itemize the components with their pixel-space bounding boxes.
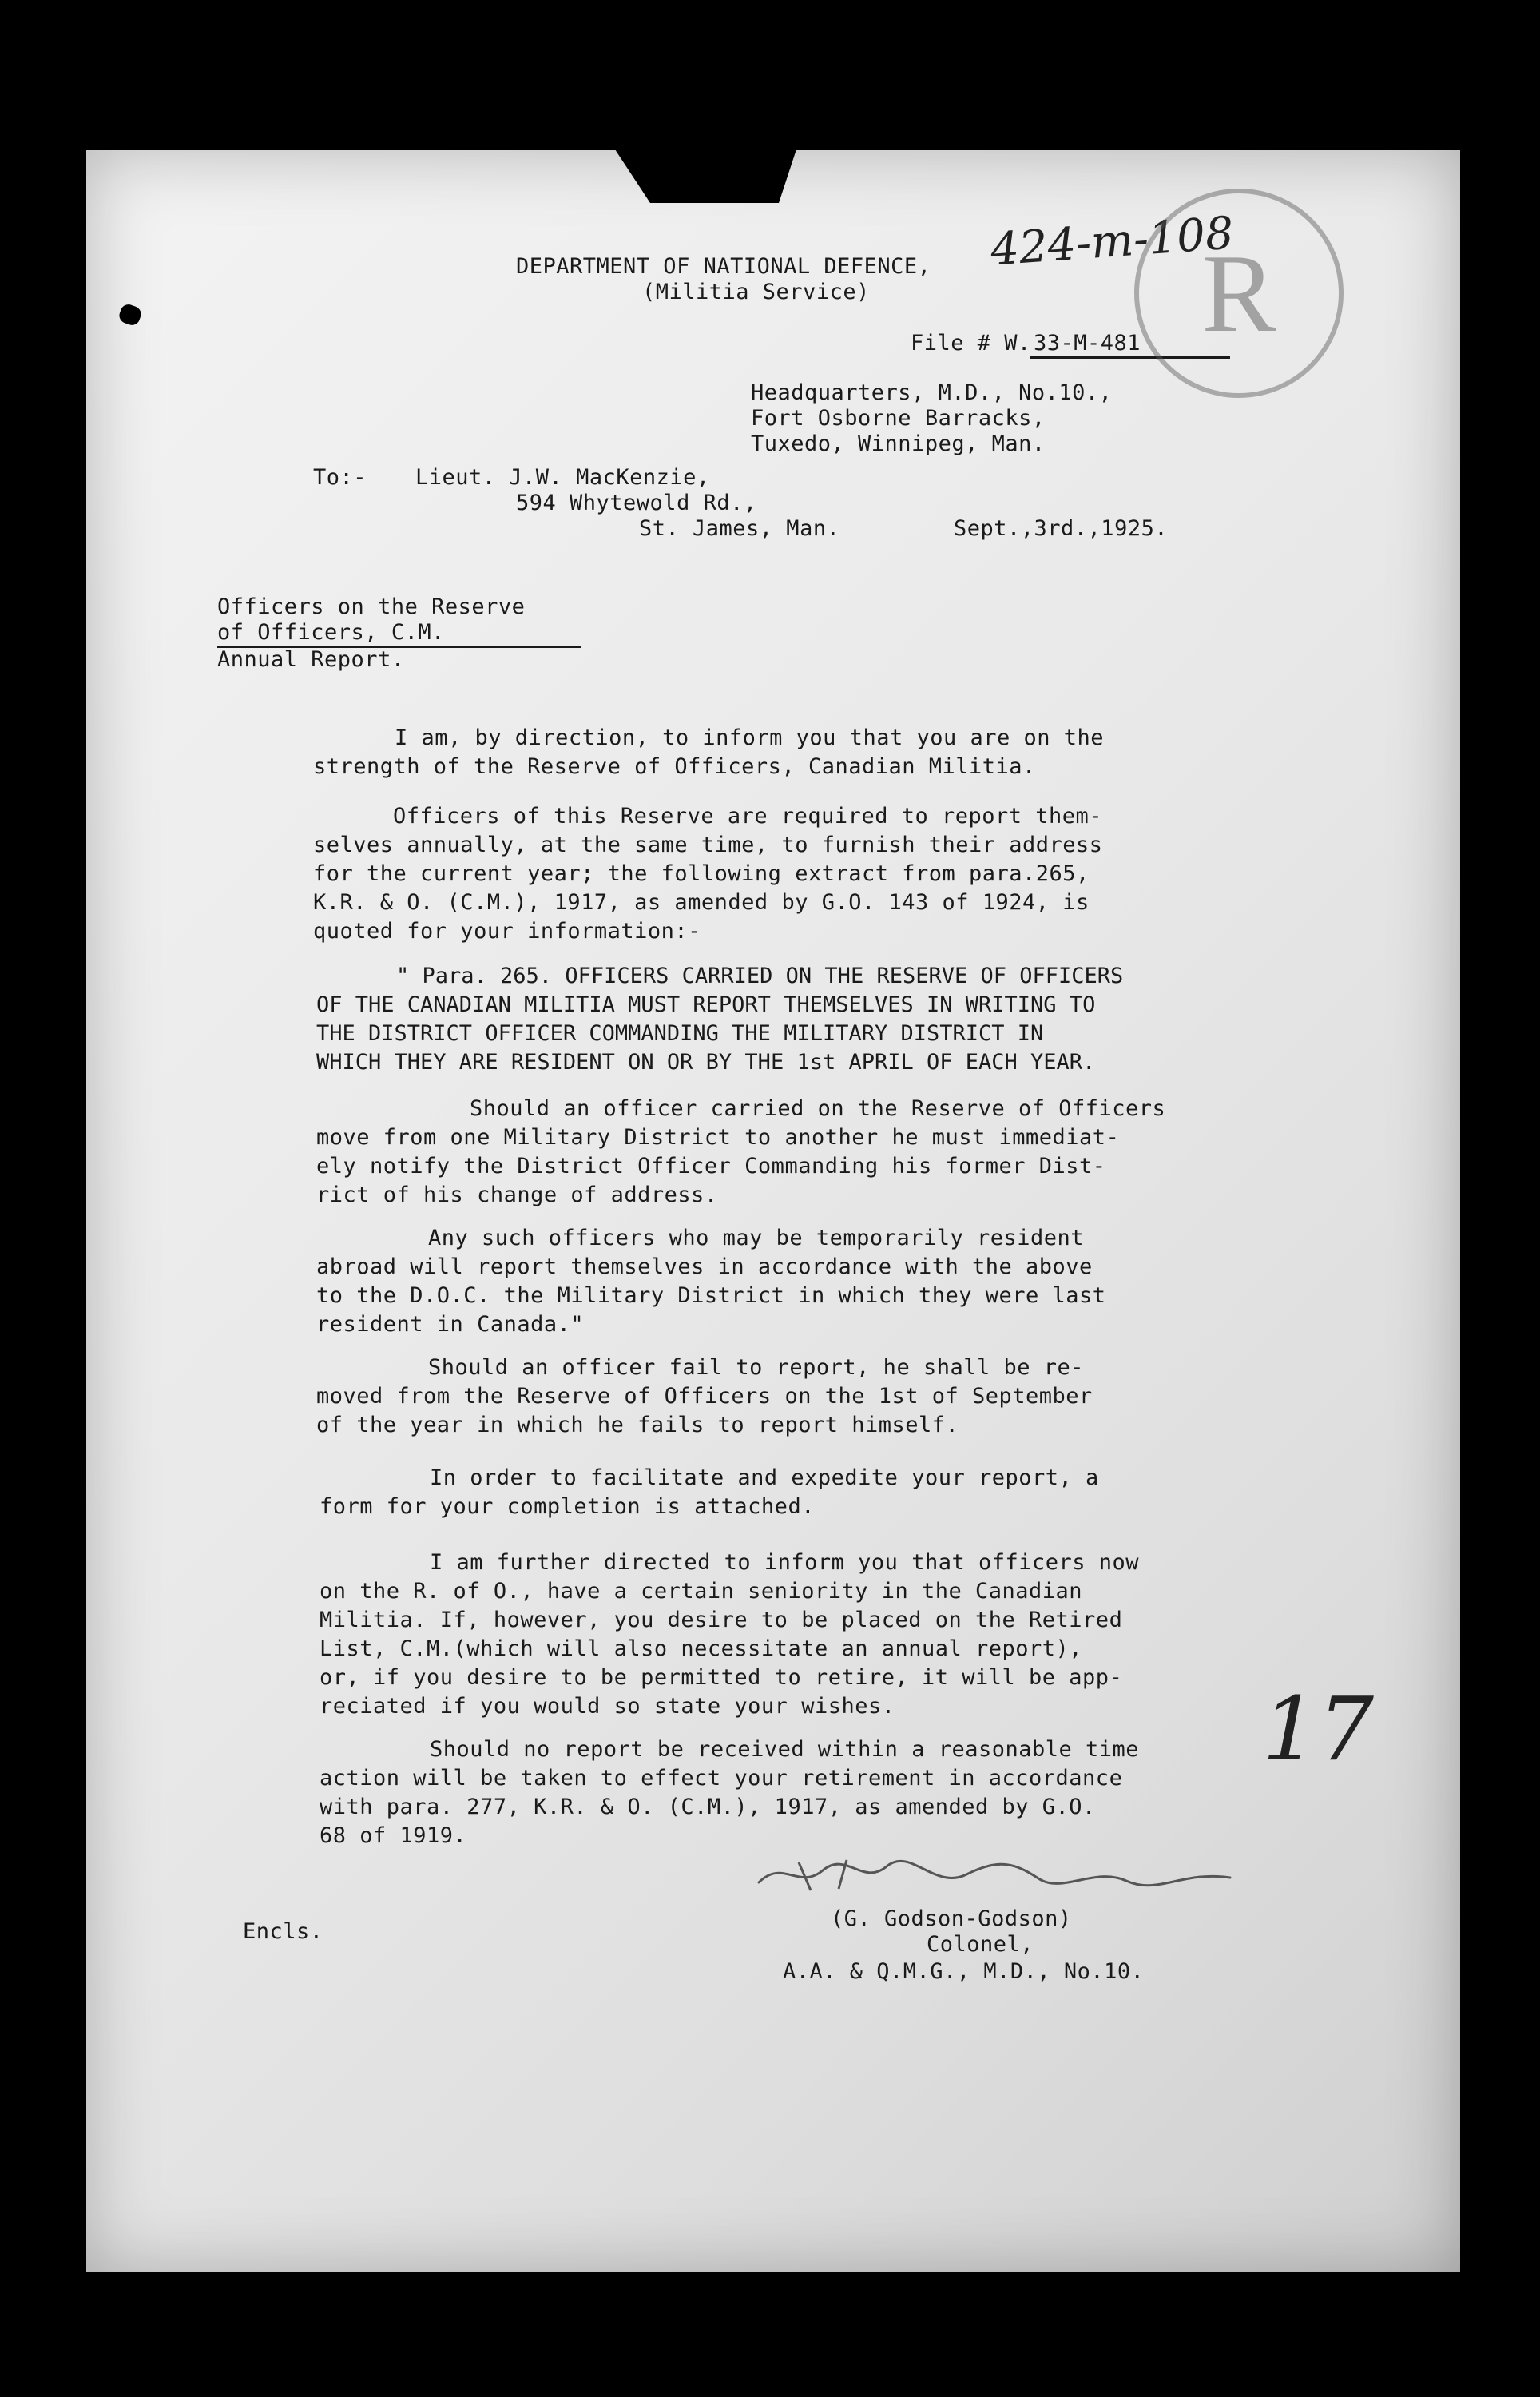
body-paragraph-6: Should an officer fail to report, he shall be re- moved from the Reserve of Officers on the 1st of September of the year in which he fails to report himself. bbox=[316, 1355, 1093, 1437]
received-stamp bbox=[1134, 189, 1344, 398]
recipient-name: Lieut. J.W. MacKenzie, bbox=[415, 465, 710, 490]
body-paragraph-3-quote: " Para. 265. OFFICERS CARRIED ON THE RESERVE OF OFFICERS OF THE CANADIAN MILITIA MUST REPORT THEMSELVES IN WRITING TO THE DISTRICT OFFICER COMMANDING THE MILITARY DISTRICT IN WHICH THEY ARE RESIDENT ON OR BY THE 1st APRIL OF EACH YEAR. bbox=[316, 964, 1124, 1075]
document-page bbox=[86, 150, 1460, 2272]
recipient-city: St. James, Man. bbox=[639, 516, 840, 541]
hq-line-2: Fort Osborne Barracks, bbox=[751, 406, 1046, 431]
page-notch bbox=[613, 147, 797, 203]
body-paragraph-2: Officers of this Reserve are required to report them- selves annually, at the same time, to furnish their address for the current year; the following extract from para.265, K.R. & O. (C.M.), 1917, as amended by G.O. 143 of 1924, is quoted for your information:- bbox=[313, 804, 1103, 944]
body-paragraph-7: In order to facilitate and expedite your report, a form for your completion is attached. bbox=[320, 1465, 1099, 1519]
subject-line-2: of Officers, C.M. bbox=[217, 620, 445, 645]
subject-line-3: Annual Report. bbox=[217, 647, 405, 672]
to-label: To:- bbox=[313, 465, 367, 490]
body-paragraph-4: Should an officer carried on the Reserve of Officers move from one Military District to another he must immediat- ely notify the District Officer Commanding his former Dist- rict of his change of address. bbox=[316, 1096, 1166, 1207]
enclosures-note: Encls. bbox=[243, 1919, 323, 1944]
handwritten-file-ref: 424-m-108 bbox=[989, 207, 1236, 276]
department-title: DEPARTMENT OF NATIONAL DEFENCE, bbox=[516, 254, 931, 279]
service-subtitle: (Militia Service) bbox=[642, 280, 870, 304]
hq-line-3: Tuxedo, Winnipeg, Man. bbox=[751, 431, 1046, 456]
handwritten-margin-number: 17 bbox=[1262, 1678, 1374, 1780]
hq-line-1: Headquarters, M.D., No.10., bbox=[751, 380, 1113, 405]
body-paragraph-8: I am further directed to inform you that officers now on the R. of O., have a certain seniority in the Canadian Militia. If, however, you desire to be placed on the Retired List, C.M.(which will also necessitate an annual report), or, if you desire to be permitted to retire, it will be app- reciated if you would so state your wishes. bbox=[320, 1550, 1140, 1719]
recipient-street: 594 Whytewold Rd., bbox=[516, 491, 757, 515]
handwritten-signature bbox=[751, 1850, 1246, 1898]
body-paragraph-9: Should no report be received within a reasonable time action will be taken to effect your retirement in accordance with para. 277, K.R. & O. (C.M.), 1917, as amended by G.O. 68 of 1919. bbox=[320, 1737, 1140, 1848]
file-number-label: File # W. bbox=[911, 331, 1031, 356]
body-paragraph-1: I am, by direction, to inform you that you are on the strength of the Reserve of Officers, Canadian Militia. bbox=[313, 725, 1105, 779]
subject-line-1: Officers on the Reserve bbox=[217, 594, 526, 619]
stamp-letter: R bbox=[1201, 231, 1276, 356]
signatory-title: A.A. & Q.M.G., M.D., No.10. bbox=[783, 1959, 1145, 1984]
body-paragraph-5: Any such officers who may be temporarily resident abroad will report themselves in accordance with the above to the D.O.C. the Military District in which they were last resident in Canada." bbox=[316, 1226, 1106, 1337]
signatory-rank: Colonel, bbox=[927, 1932, 1034, 1957]
signatory-name: (G. Godson-Godson) bbox=[831, 1906, 1072, 1931]
file-number: 33-M-481 bbox=[1034, 331, 1141, 356]
letter-date: Sept.,3rd.,1925. bbox=[954, 516, 1169, 541]
